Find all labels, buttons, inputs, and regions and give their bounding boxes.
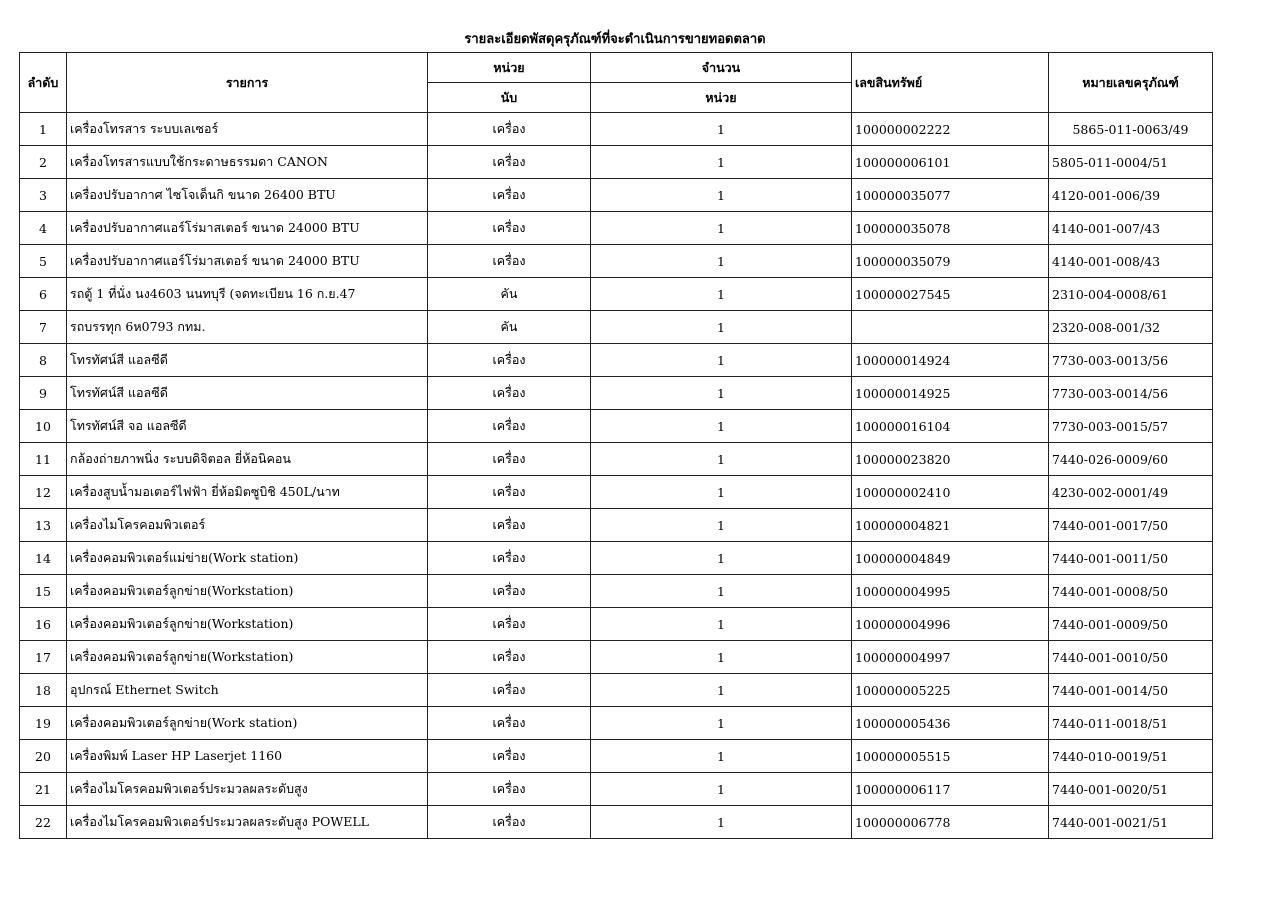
cell-asset-no: 100000004821 (852, 509, 1049, 542)
header-durable-no: หมายเลขครุภัณฑ์ (1049, 53, 1213, 113)
cell-asset-no (852, 311, 1049, 344)
cell-qty: 1 (591, 113, 852, 146)
cell-unit: เครื่อง (428, 113, 591, 146)
cell-asset-no: 100000004996 (852, 608, 1049, 641)
cell-durable-no: 7440-010-0019/51 (1049, 740, 1213, 773)
cell-unit: เครื่อง (428, 212, 591, 245)
cell-asset-no: 100000035077 (852, 179, 1049, 212)
cell-unit: เครื่อง (428, 245, 591, 278)
cell-asset-no: 100000002410 (852, 476, 1049, 509)
cell-asset-no: 100000004995 (852, 575, 1049, 608)
cell-asset-no: 100000014925 (852, 377, 1049, 410)
cell-qty: 1 (591, 476, 852, 509)
cell-asset-no: 100000006778 (852, 806, 1049, 839)
cell-durable-no: 2320-008-001/32 (1049, 311, 1213, 344)
cell-qty: 1 (591, 773, 852, 806)
cell-no: 19 (20, 707, 67, 740)
table-row (20, 476, 1213, 509)
cell-qty: 1 (591, 443, 852, 476)
cell-no: 6 (20, 278, 67, 311)
cell-unit: เครื่อง (428, 575, 591, 608)
cell-item: เครื่องปรับอากาศแอร์โร่มาสเตอร์ ขนาด 24000 BTU (67, 245, 428, 278)
table-row (20, 113, 1213, 146)
cell-item: กล้องถ่ายภาพนิ่ง ระบบดิจิตอล ยี่ห้อนิคอน (67, 443, 428, 476)
cell-no: 18 (20, 674, 67, 707)
cell-qty: 1 (591, 179, 852, 212)
table-row (20, 410, 1213, 443)
cell-no: 16 (20, 608, 67, 641)
cell-asset-no: 100000006117 (852, 773, 1049, 806)
cell-item: อุปกรณ์ Ethernet Switch (67, 674, 428, 707)
cell-durable-no: 7440-026-0009/60 (1049, 443, 1213, 476)
table-row (20, 344, 1213, 377)
cell-no: 11 (20, 443, 67, 476)
cell-qty: 1 (591, 542, 852, 575)
cell-durable-no: 4140-001-008/43 (1049, 245, 1213, 278)
table-row (20, 278, 1213, 311)
table-row (20, 443, 1213, 476)
cell-unit: เครื่อง (428, 773, 591, 806)
cell-durable-no: 7730-003-0015/57 (1049, 410, 1213, 443)
cell-unit: เครื่อง (428, 146, 591, 179)
cell-item: เครื่องคอมพิวเตอร์แม่ข่าย(Work station) (67, 542, 428, 575)
cell-durable-no: 7440-001-0011/50 (1049, 542, 1213, 575)
cell-asset-no: 100000016104 (852, 410, 1049, 443)
cell-qty: 1 (591, 344, 852, 377)
cell-qty: 1 (591, 212, 852, 245)
cell-durable-no: 4120-001-006/39 (1049, 179, 1213, 212)
table-row (20, 608, 1213, 641)
cell-qty: 1 (591, 278, 852, 311)
cell-item: เครื่องโทรสาร ระบบเลเซอร์ (67, 113, 428, 146)
table-header (20, 53, 1213, 113)
cell-unit: เครื่อง (428, 344, 591, 377)
cell-no: 2 (20, 146, 67, 179)
cell-no: 21 (20, 773, 67, 806)
cell-unit: เครื่อง (428, 674, 591, 707)
cell-no: 4 (20, 212, 67, 245)
cell-unit: เครื่อง (428, 542, 591, 575)
cell-unit: เครื่อง (428, 476, 591, 509)
table-row (20, 674, 1213, 707)
cell-item: เครื่องโทรสารแบบใช้กระดาษธรรมดา CANON (67, 146, 428, 179)
table-row (20, 146, 1213, 179)
cell-qty: 1 (591, 509, 852, 542)
cell-durable-no: 7440-001-0021/51 (1049, 806, 1213, 839)
cell-durable-no: 5805-011-0004/51 (1049, 146, 1213, 179)
header-unit-bottom: นับ (428, 83, 591, 113)
table-row (20, 806, 1213, 839)
cell-item: โทรทัศน์สี จอ แอลซีดี (67, 410, 428, 443)
cell-no: 17 (20, 641, 67, 674)
header-asset-no: เลขสินทรัพย์ (852, 53, 1049, 113)
cell-unit: เครื่อง (428, 509, 591, 542)
cell-qty: 1 (591, 410, 852, 443)
cell-item: เครื่องไมโครคอมพิวเตอร์ประมวลผลระดับสูง (67, 773, 428, 806)
cell-no: 12 (20, 476, 67, 509)
cell-item: เครื่องคอมพิวเตอร์ลูกข่าย(Workstation) (67, 641, 428, 674)
cell-no: 15 (20, 575, 67, 608)
cell-item: โทรทัศน์สี แอลซีดี (67, 377, 428, 410)
cell-durable-no: 7440-001-0008/50 (1049, 575, 1213, 608)
table-row (20, 575, 1213, 608)
cell-no: 8 (20, 344, 67, 377)
table-row (20, 509, 1213, 542)
cell-unit: คัน (428, 278, 591, 311)
cell-no: 22 (20, 806, 67, 839)
cell-durable-no: 5865-011-0063/49 (1049, 113, 1213, 146)
table-row (20, 311, 1213, 344)
cell-qty: 1 (591, 311, 852, 344)
header-qty-top: จำนวน (591, 53, 852, 83)
cell-qty: 1 (591, 806, 852, 839)
cell-unit: เครื่อง (428, 806, 591, 839)
cell-no: 13 (20, 509, 67, 542)
cell-qty: 1 (591, 641, 852, 674)
cell-item: เครื่องปรับอากาศ ไซโจเด็นกิ ขนาด 26400 BTU (67, 179, 428, 212)
cell-durable-no: 4230-002-0001/49 (1049, 476, 1213, 509)
cell-no: 20 (20, 740, 67, 773)
cell-no: 5 (20, 245, 67, 278)
header-unit-top: หน่วย (428, 53, 591, 83)
cell-qty: 1 (591, 146, 852, 179)
cell-asset-no: 100000023820 (852, 443, 1049, 476)
cell-qty: 1 (591, 608, 852, 641)
cell-asset-no: 100000005515 (852, 740, 1049, 773)
cell-durable-no: 7440-001-0020/51 (1049, 773, 1213, 806)
header-item: รายการ (67, 53, 428, 113)
cell-asset-no: 100000035078 (852, 212, 1049, 245)
table-row (20, 212, 1213, 245)
cell-unit: เครื่อง (428, 740, 591, 773)
cell-item: เครื่องคอมพิวเตอร์ลูกข่าย(Work station) (67, 707, 428, 740)
cell-qty: 1 (591, 707, 852, 740)
cell-durable-no: 7440-001-0017/50 (1049, 509, 1213, 542)
table-row (20, 377, 1213, 410)
cell-item: เครื่องคอมพิวเตอร์ลูกข่าย(Workstation) (67, 608, 428, 641)
cell-qty: 1 (591, 740, 852, 773)
cell-item: รถบรรทุก 6ห0793 กทม. (67, 311, 428, 344)
cell-unit: เครื่อง (428, 608, 591, 641)
cell-no: 9 (20, 377, 67, 410)
cell-no: 7 (20, 311, 67, 344)
table-row (20, 773, 1213, 806)
table-row (20, 245, 1213, 278)
cell-qty: 1 (591, 674, 852, 707)
cell-durable-no: 2310-004-0008/61 (1049, 278, 1213, 311)
cell-asset-no: 100000005436 (852, 707, 1049, 740)
cell-qty: 1 (591, 575, 852, 608)
cell-asset-no: 100000014924 (852, 344, 1049, 377)
cell-unit: เครื่อง (428, 179, 591, 212)
cell-asset-no: 100000004849 (852, 542, 1049, 575)
table-body (20, 113, 1213, 839)
cell-unit: คัน (428, 311, 591, 344)
cell-asset-no: 100000004997 (852, 641, 1049, 674)
cell-no: 10 (20, 410, 67, 443)
cell-durable-no: 7440-001-0010/50 (1049, 641, 1213, 674)
cell-no: 14 (20, 542, 67, 575)
cell-durable-no: 7440-001-0014/50 (1049, 674, 1213, 707)
cell-no: 1 (20, 113, 67, 146)
cell-item: เครื่องคอมพิวเตอร์ลูกข่าย(Workstation) (67, 575, 428, 608)
cell-unit: เครื่อง (428, 641, 591, 674)
table-row (20, 641, 1213, 674)
table-row (20, 707, 1213, 740)
table-row (20, 179, 1213, 212)
cell-qty: 1 (591, 377, 852, 410)
cell-item: โทรทัศน์สี แอลซีดี (67, 344, 428, 377)
cell-qty: 1 (591, 245, 852, 278)
cell-durable-no: 4140-001-007/43 (1049, 212, 1213, 245)
cell-durable-no: 7730-003-0013/56 (1049, 344, 1213, 377)
asset-table (19, 52, 1213, 839)
cell-asset-no: 100000002222 (852, 113, 1049, 146)
cell-unit: เครื่อง (428, 410, 591, 443)
cell-unit: เครื่อง (428, 707, 591, 740)
cell-item: เครื่องปรับอากาศแอร์โร่มาสเตอร์ ขนาด 24000 BTU (67, 212, 428, 245)
cell-no: 3 (20, 179, 67, 212)
table-row (20, 740, 1213, 773)
header-qty-bottom: หน่วย (591, 83, 852, 113)
cell-item: เครื่องไมโครคอมพิวเตอร์ประมวลผลระดับสูง POWELL (67, 806, 428, 839)
cell-item: เครื่องไมโครคอมพิวเตอร์ (67, 509, 428, 542)
table-row (20, 542, 1213, 575)
cell-durable-no: 7440-011-0018/51 (1049, 707, 1213, 740)
header-no: ลำดับ (20, 53, 67, 113)
cell-item: รถตู้ 1 ที่นั่ง นง4603 นนทบุรี (จดทะเบียน 16 ก.ย.47 (67, 278, 428, 311)
cell-asset-no: 100000035079 (852, 245, 1049, 278)
page-title: รายละเอียดพัสดุครุภัณฑ์ที่จะดำเนินการขายทอดตลาด (464, 32, 766, 47)
cell-asset-no: 100000027545 (852, 278, 1049, 311)
cell-item: เครื่องพิมพ์ Laser HP Laserjet 1160 (67, 740, 428, 773)
cell-unit: เครื่อง (428, 377, 591, 410)
cell-durable-no: 7440-001-0009/50 (1049, 608, 1213, 641)
cell-asset-no: 100000005225 (852, 674, 1049, 707)
cell-item: เครื่องสูบน้ำมอเตอร์ไฟฟ้า ยี่ห้อมิตซูบิชิ 450L/นาท (67, 476, 428, 509)
cell-durable-no: 7730-003-0014/56 (1049, 377, 1213, 410)
cell-unit: เครื่อง (428, 443, 591, 476)
cell-asset-no: 100000006101 (852, 146, 1049, 179)
